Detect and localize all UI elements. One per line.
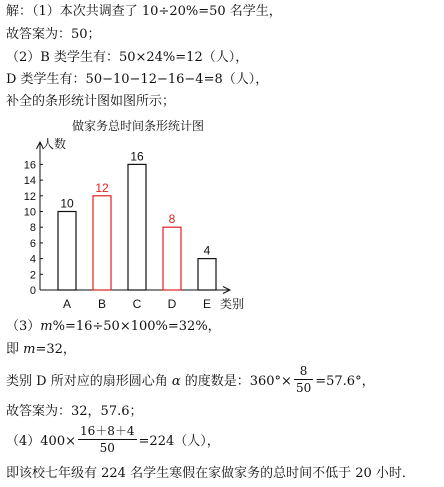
y-tick-label: 0: [29, 285, 36, 297]
part3-prefix: （3）: [6, 319, 41, 334]
bar-value-label: 16: [130, 149, 144, 164]
chart-layer: [24, 136, 244, 311]
line-part4: [6, 424, 220, 460]
bar: [128, 164, 146, 290]
bar-value-label: 12: [95, 180, 109, 195]
y-tick-label: 16: [23, 159, 36, 172]
part4-fraction-num: 16＋8＋4: [79, 424, 135, 438]
angle-fraction-num: 8: [299, 364, 308, 378]
bar-value-label: 8: [168, 212, 176, 227]
x-tick-label: C: [132, 297, 142, 311]
bar: [93, 196, 111, 290]
var-alpha: α: [171, 374, 181, 389]
angle-fraction: [294, 364, 313, 395]
y-tick-label: 10: [23, 206, 36, 219]
part4-fraction: [78, 424, 137, 455]
line-part3: [6, 319, 221, 335]
part4-fraction-den: 50: [99, 441, 115, 455]
var-m: m: [40, 319, 53, 334]
bar: [163, 227, 181, 290]
line-part1: 解：（1）本次共调查了 10÷20%=50 名学生，: [6, 4, 282, 19]
part3-expr: %=16÷50×100%=32%，: [52, 319, 221, 334]
y-tick-label: 2: [29, 269, 36, 282]
m-prefix: 即: [6, 342, 24, 357]
line-answer1: 故答案为：50；: [6, 27, 101, 42]
x-axis-label: 类别: [220, 297, 245, 311]
part4-result: =224（人），: [138, 434, 220, 449]
x-tick-label: E: [202, 297, 212, 311]
line-chart-intro: 补全的条形统计图如图所示；: [6, 94, 176, 109]
y-tick-label: 14: [23, 175, 36, 188]
y-axis-label: 人数: [42, 137, 67, 151]
angle-fraction-den: 50: [295, 381, 312, 395]
angle-result: =57.6°，: [315, 374, 375, 389]
line-answer3: 故答案为：32，57.6；: [6, 404, 143, 419]
bar-value-label: 4: [203, 243, 211, 258]
line-part2-b: （2）B 类学生有：50×24%=12（人），: [6, 50, 249, 65]
fraction-bar: [78, 439, 137, 440]
y-tick-label: 8: [29, 222, 36, 235]
bar: [198, 259, 216, 290]
y-tick-label: 12: [23, 190, 36, 203]
y-tick-label: 6: [29, 237, 36, 250]
bar: [58, 212, 76, 291]
x-tick-label: D: [167, 297, 177, 311]
x-tick-label: B: [97, 297, 107, 311]
fraction-bar: [294, 379, 313, 380]
line-part2-d: D 类学生有：50−10−12−16−4=8（人），: [6, 72, 269, 87]
bar-chart: [20, 116, 260, 316]
angle-expr: 的度数是：360°×: [180, 374, 292, 389]
x-tick-label: A: [62, 297, 72, 311]
line-m-value: [6, 342, 76, 358]
chart-title: 做家务总时间条形统计图: [71, 119, 205, 133]
m-expr: =32，: [35, 342, 76, 357]
line-conclusion: 即该校七年级有 224 名学生寒假在家做家务的总时间不低于 20 小时．: [6, 466, 415, 481]
bar-value-label: 10: [60, 196, 74, 211]
angle-prefix: 类别 D 所对应的扇形圆心角: [6, 374, 172, 389]
y-tick-label: 4: [29, 253, 36, 266]
var-m-2: m: [23, 342, 36, 357]
line-angle: [6, 364, 375, 400]
part4-prefix: （4）400×: [6, 434, 76, 449]
